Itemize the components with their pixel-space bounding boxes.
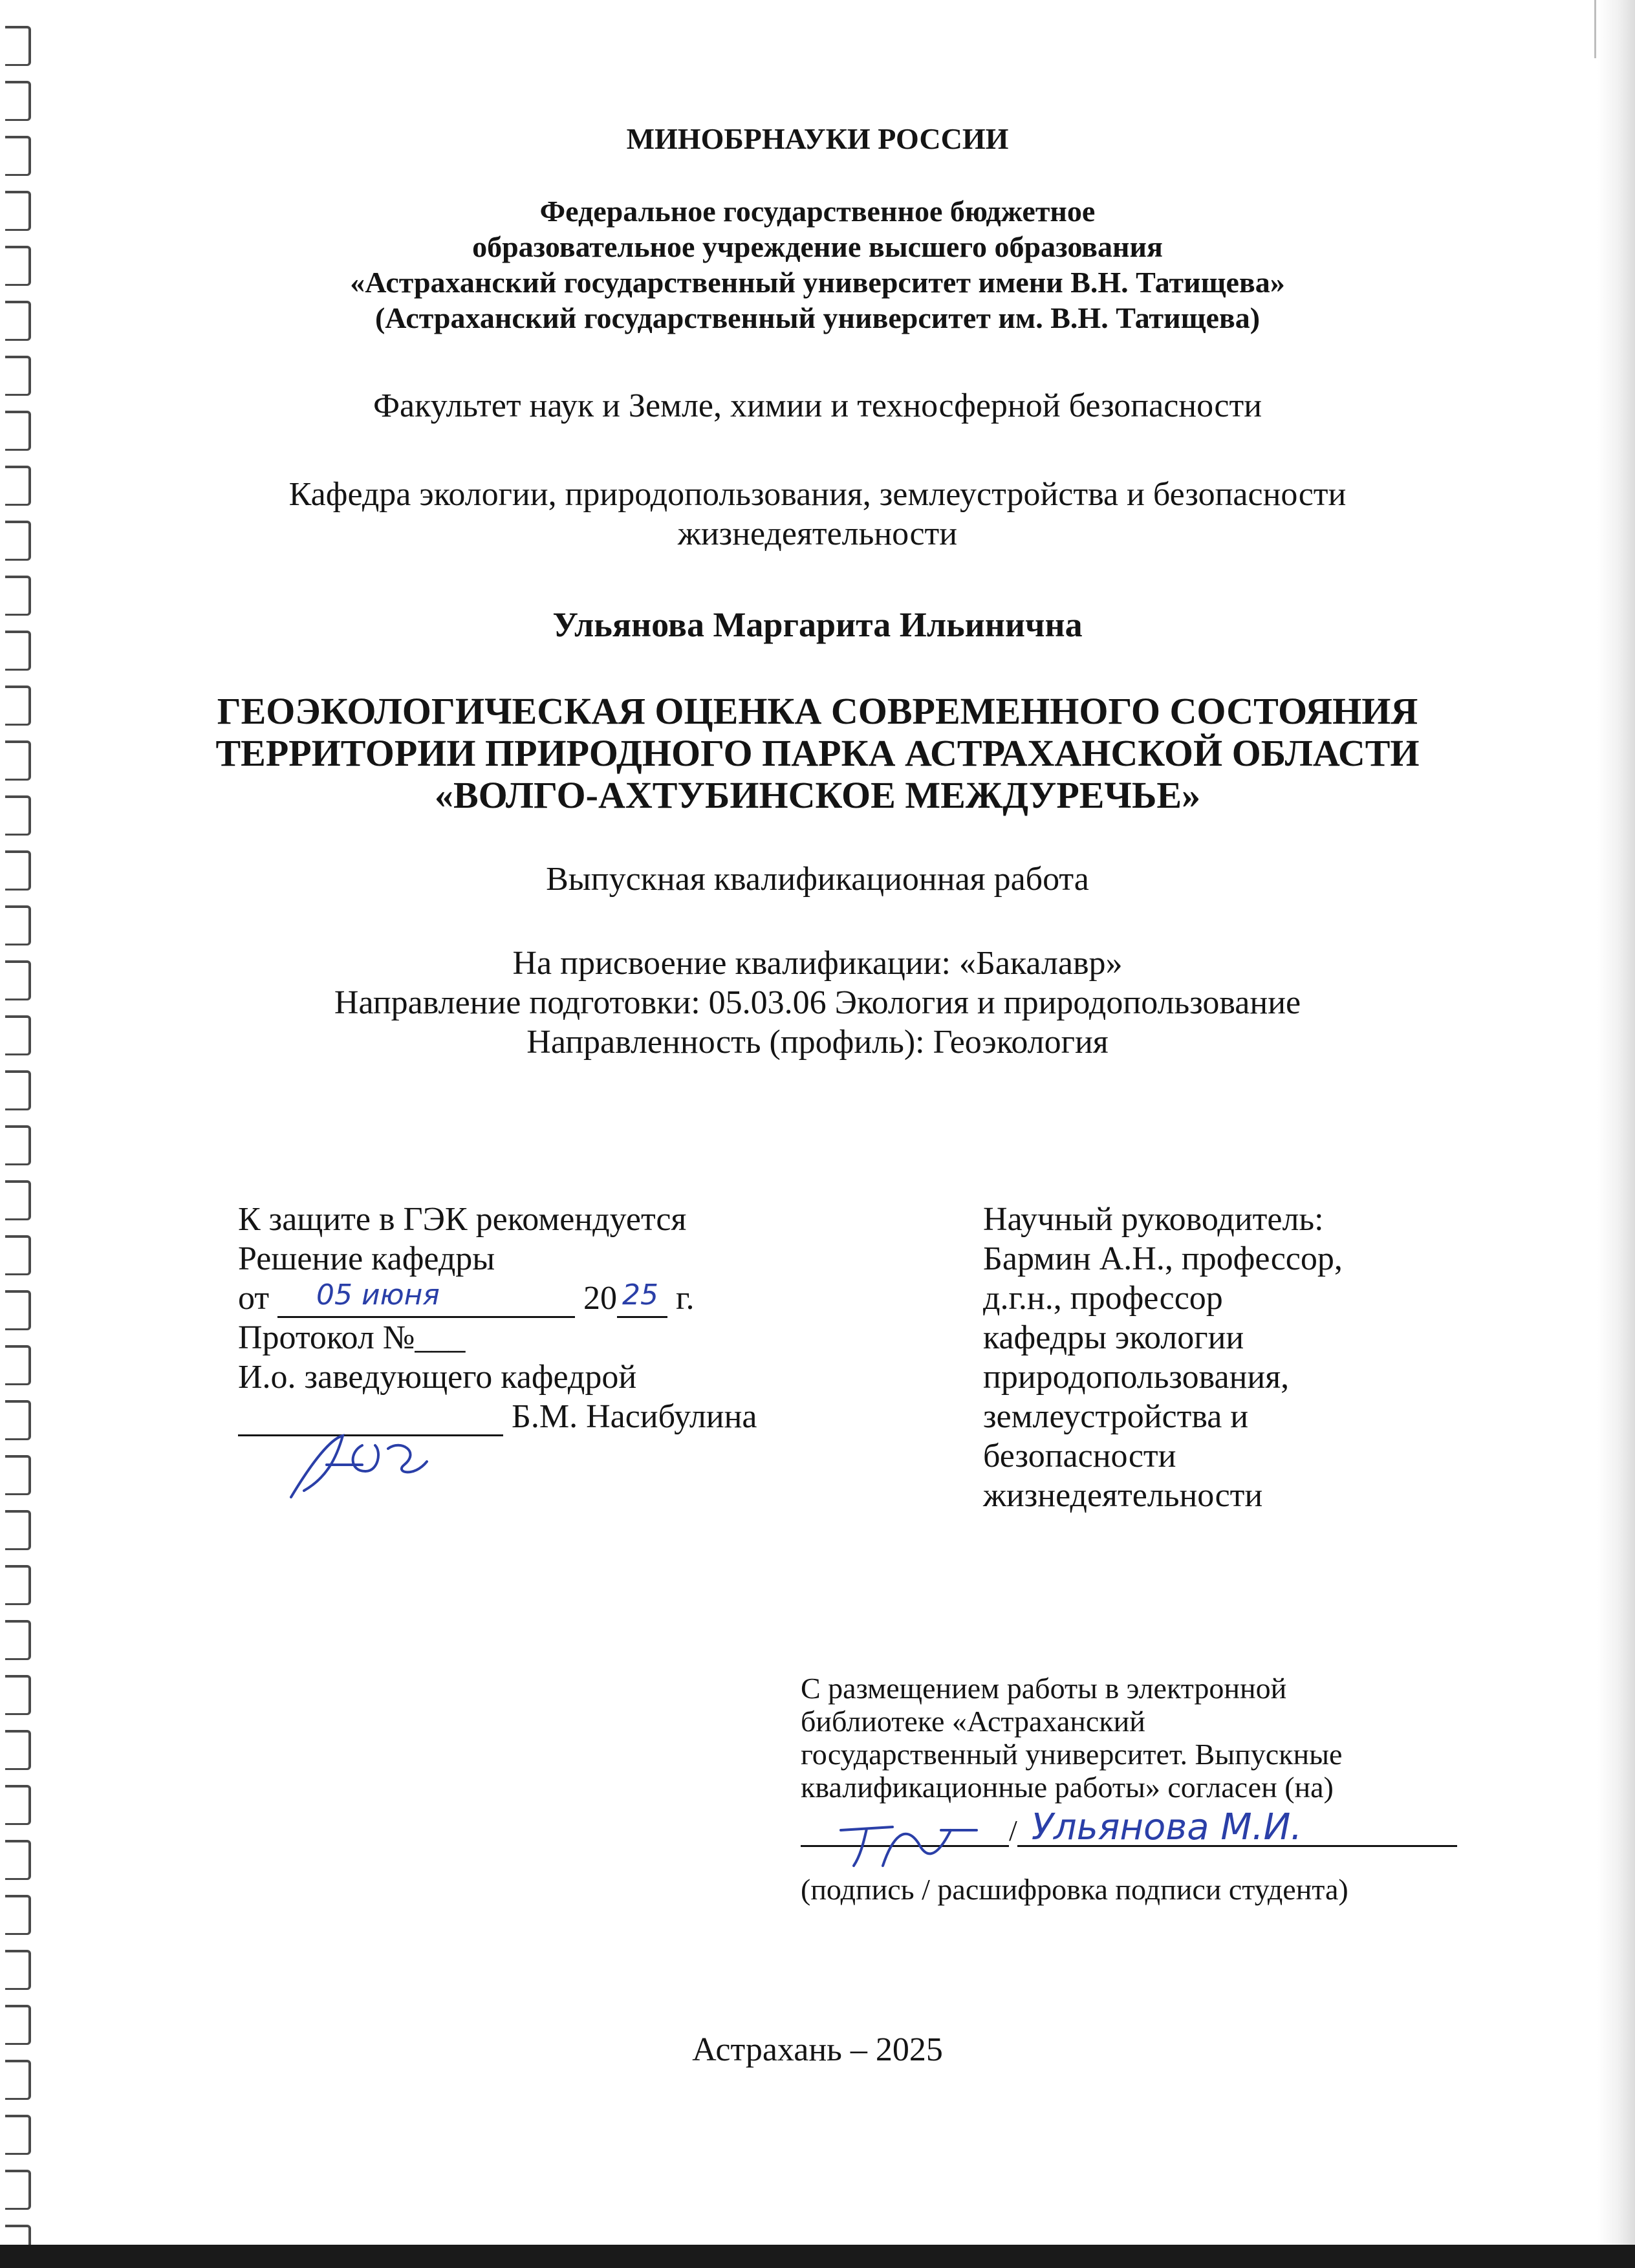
decision-date bbox=[238, 1279, 757, 1318]
department-line-2: жизнедеятельности bbox=[677, 515, 958, 552]
consent-line-1: С размещением работы в электронной bbox=[801, 1672, 1287, 1705]
faculty-name: Факультет наук и Земле, химии и техносферной безопасности bbox=[373, 387, 1262, 424]
binding-loop bbox=[5, 1070, 31, 1110]
binding-loop bbox=[5, 81, 31, 121]
consent-line-4: квалификационные работы» согласен (на) bbox=[801, 1771, 1334, 1804]
binding-loop bbox=[5, 1290, 31, 1330]
scan-bottom-edge bbox=[0, 2245, 1635, 2268]
binding-loop bbox=[5, 1840, 31, 1880]
study-profile: Направленность (профиль): Геоэкология bbox=[526, 1024, 1109, 1061]
student-name-field bbox=[1017, 1806, 1457, 1847]
binding-loop bbox=[5, 2170, 31, 2210]
consent-line-2: библиотеке «Астраханский bbox=[801, 1705, 1145, 1738]
student-signature-image bbox=[821, 1804, 1002, 1875]
binding-loop bbox=[5, 1400, 31, 1440]
department-recommendation bbox=[238, 1200, 757, 1436]
protocol-number: Протокол №___ bbox=[238, 1319, 466, 1356]
binding-loop bbox=[5, 1730, 31, 1770]
thesis-title-line-2: ТЕРРИТОРИИ ПРИРОДНОГО ПАРКА АСТРАХАНСКОЙ ОБЛАСТИ bbox=[215, 732, 1420, 774]
org-line-2: образовательное учреждение высшего образования bbox=[472, 230, 1163, 263]
binding-loop bbox=[5, 1125, 31, 1165]
org-line-4: (Астраханский государственный университет им. В.Н. Татищева) bbox=[374, 301, 1261, 334]
supervisor-dept-4: безопасности bbox=[983, 1438, 1176, 1474]
org-line-3: «Астраханский государственный университет имени В.Н. Татищева» bbox=[350, 266, 1285, 299]
corner-fold-mark bbox=[1594, 0, 1635, 58]
binding-loop bbox=[5, 905, 31, 945]
supervisor-block bbox=[983, 1200, 1343, 1515]
handwritten-year: 25 bbox=[622, 1279, 659, 1312]
supervisor-name: Бармин А.Н., профессор, bbox=[983, 1240, 1343, 1277]
author-name: Ульянова Маргарита Ильинична bbox=[552, 605, 1083, 644]
head-signature-image bbox=[265, 1426, 446, 1504]
date-prefix: от bbox=[238, 1280, 270, 1317]
binding-loop bbox=[5, 1345, 31, 1385]
qualification: На присвоение квалификации: «Бакалавр» bbox=[512, 945, 1123, 982]
binding-loop bbox=[5, 26, 31, 66]
binding-loop bbox=[5, 1675, 31, 1715]
binding-loop bbox=[5, 1455, 31, 1495]
binding-loop bbox=[5, 1565, 31, 1605]
supervisor-label: Научный руководитель: bbox=[983, 1201, 1324, 1238]
handwritten-student-name: Ульянова М.И. bbox=[1031, 1806, 1303, 1848]
year-suffix: г. bbox=[676, 1280, 695, 1317]
recommend-text: К защите в ГЭК рекомендуется bbox=[238, 1201, 687, 1238]
binding-loop bbox=[5, 1620, 31, 1660]
decision-text: Решение кафедры bbox=[238, 1240, 495, 1277]
city-year: Астрахань – 2025 bbox=[692, 2031, 943, 2068]
supervisor-dept-1: кафедры экологии bbox=[983, 1319, 1244, 1356]
year-field bbox=[617, 1279, 667, 1318]
binding-loop bbox=[5, 1895, 31, 1935]
binding-loop bbox=[5, 1510, 31, 1550]
supervisor-degree: д.г.н., профессор bbox=[983, 1280, 1223, 1317]
acting-head-title: И.о. заведующего кафедрой bbox=[238, 1359, 637, 1396]
supervisor-dept-2: природопользования, bbox=[983, 1359, 1290, 1396]
signature-caption: (подпись / расшифровка подписи студента) bbox=[801, 1873, 1348, 1906]
org-line-1: Федеральное государственное бюджетное bbox=[539, 195, 1096, 228]
date-field bbox=[277, 1279, 575, 1318]
department-line-1: Кафедра экологии, природопользования, землеустройства и безопасности bbox=[288, 476, 1347, 513]
ministry-name: МИНОБРНАУКИ РОССИИ bbox=[626, 122, 1009, 155]
thesis-title-line-1: ГЕОЭКОЛОГИЧЕСКАЯ ОЦЕНКА СОВРЕМЕННОГО СОСТОЯНИЯ bbox=[217, 690, 1418, 732]
supervisor-dept-3: землеустройства и bbox=[983, 1398, 1249, 1435]
head-name: Б.М. Насибулина bbox=[512, 1398, 757, 1435]
handwritten-date: 05 июня bbox=[316, 1279, 440, 1312]
thesis-title-line-3: «ВОЛГО-АХТУБИНСКОЕ МЕЖДУРЕЧЬЕ» bbox=[434, 774, 1201, 816]
study-direction: Направление подготовки: 05.03.06 Экология и природопользование bbox=[334, 984, 1301, 1021]
year-prefix: 20 bbox=[583, 1280, 618, 1317]
page-edge-shadow bbox=[1597, 0, 1635, 2268]
supervisor-dept-5: жизнедеятельности bbox=[983, 1477, 1263, 1514]
binding-loop bbox=[5, 2115, 31, 2155]
binding-loop bbox=[5, 1235, 31, 1275]
binding-loop bbox=[5, 1950, 31, 1990]
spiral-binding bbox=[0, 0, 45, 2268]
work-type: Выпускная квалификационная работа bbox=[546, 861, 1089, 898]
binding-loop bbox=[5, 1785, 31, 1825]
consent-line-3: государственный университет. Выпускные bbox=[801, 1738, 1343, 1771]
binding-loop bbox=[5, 1180, 31, 1220]
signature-separator: / bbox=[1009, 1814, 1017, 1847]
